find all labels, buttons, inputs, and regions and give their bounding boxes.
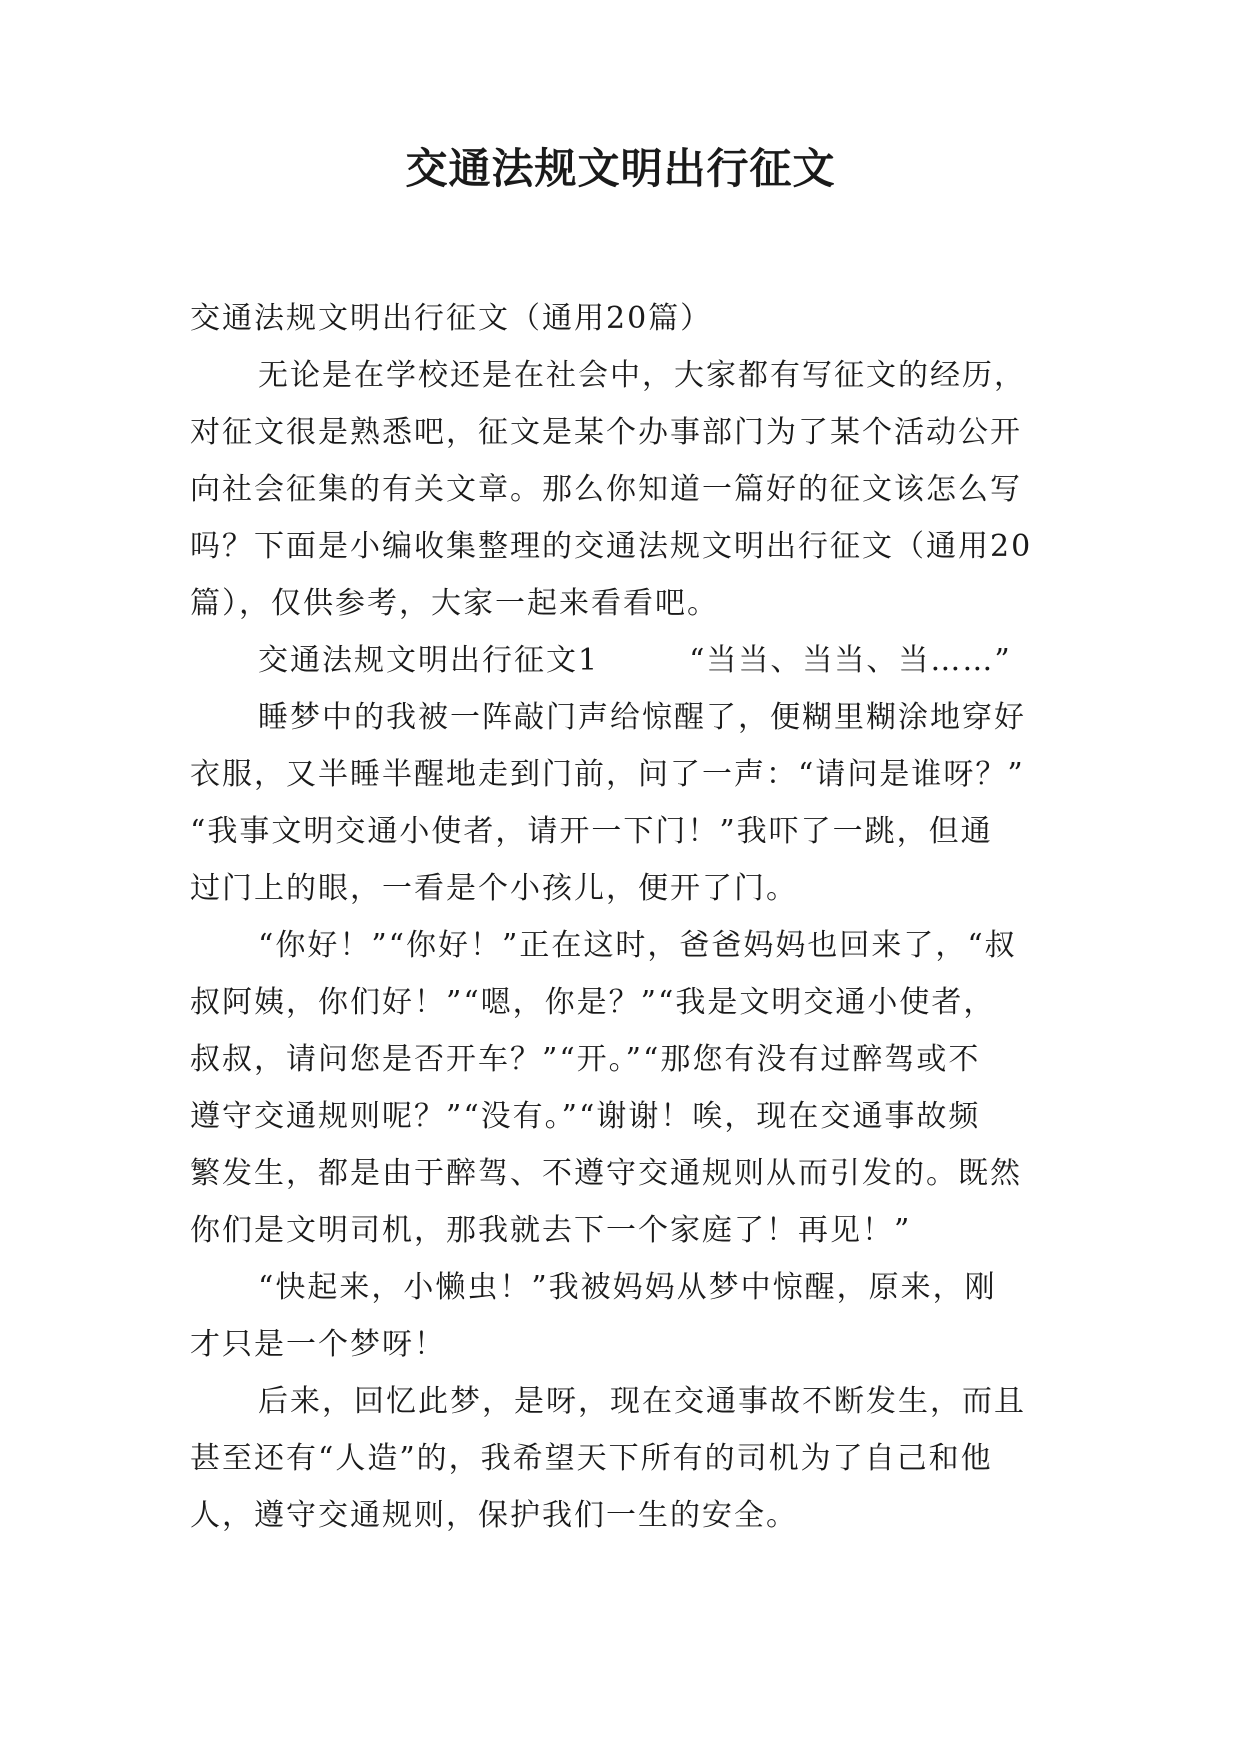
text-line: 交通法规文明出行征文（通用20篇）: [190, 301, 713, 336]
text-line: 遵守交通规则呢？”“没有。”“谢谢！唉，现在交通事故频: [190, 1099, 981, 1134]
text-line: 人，遵守交通规则，保护我们一生的安全。: [190, 1498, 798, 1533]
text-line: 甚至还有“人造”的，我希望天下所有的司机为了自己和他: [190, 1441, 993, 1476]
text-line: 叔叔，请问您是否开车？”“开。”“那您有没有过醉驾或不: [190, 1042, 981, 1077]
text-line: 你们是文明司机，那我就去下一个家庭了！再见！”: [190, 1213, 912, 1248]
text-line: 繁发生，都是由于醉驾、不遵守交通规则从而引发的。既然: [190, 1156, 1022, 1191]
document-body: [190, 290, 1090, 1544]
text-line: 无论是在学校还是在社会中，大家都有写征文的经历，: [258, 358, 1026, 393]
section-heading: 交通法规文明出行征文1: [258, 643, 600, 678]
text-line: 后来，回忆此梦，是呀，现在交通事故不断发生，而且: [258, 1384, 1026, 1419]
text-line-section-heading: [190, 632, 1090, 689]
text-line: 睡梦中的我被一阵敲门声给惊醒了，便糊里糊涂地穿好: [258, 700, 1026, 735]
text-line: “我事文明交通小使者，请开一下门！”我吓了一跳，但通: [190, 814, 993, 849]
text-line: “快起来，小懒虫！”我被妈妈从梦中惊醒，原来，刚: [258, 1270, 997, 1305]
text-line: 吗？下面是小编收集整理的交通法规文明出行征文（通用20: [190, 529, 1033, 564]
text-line: “你好！”“你好！”正在这时，爸爸妈妈也回来了，“叔: [258, 928, 1017, 963]
text-line: 向社会征集的有关文章。那么你知道一篇好的征文该怎么写: [190, 472, 1022, 507]
text-line: 过门上的眼，一看是个小孩儿，便开了门。: [190, 871, 798, 906]
document-title: 交通法规文明出行征文: [405, 144, 836, 193]
text-line: 篇），仅供参考，大家一起来看看吧。: [190, 586, 719, 621]
text-line: 叔阿姨，你们好！”“嗯，你是？”“我是文明交通小使者，: [190, 985, 996, 1020]
text-line: 衣服，又半睡半醒地走到门前，问了一声：“请问是谁呀？”: [190, 757, 1025, 792]
text-line: 对征文很是熟悉吧，征文是某个办事部门为了某个活动公开: [190, 415, 1022, 450]
text-line: 才只是一个梦呀！: [190, 1327, 446, 1362]
section-opening-quote: “当当、当当、当……”: [689, 643, 1012, 678]
